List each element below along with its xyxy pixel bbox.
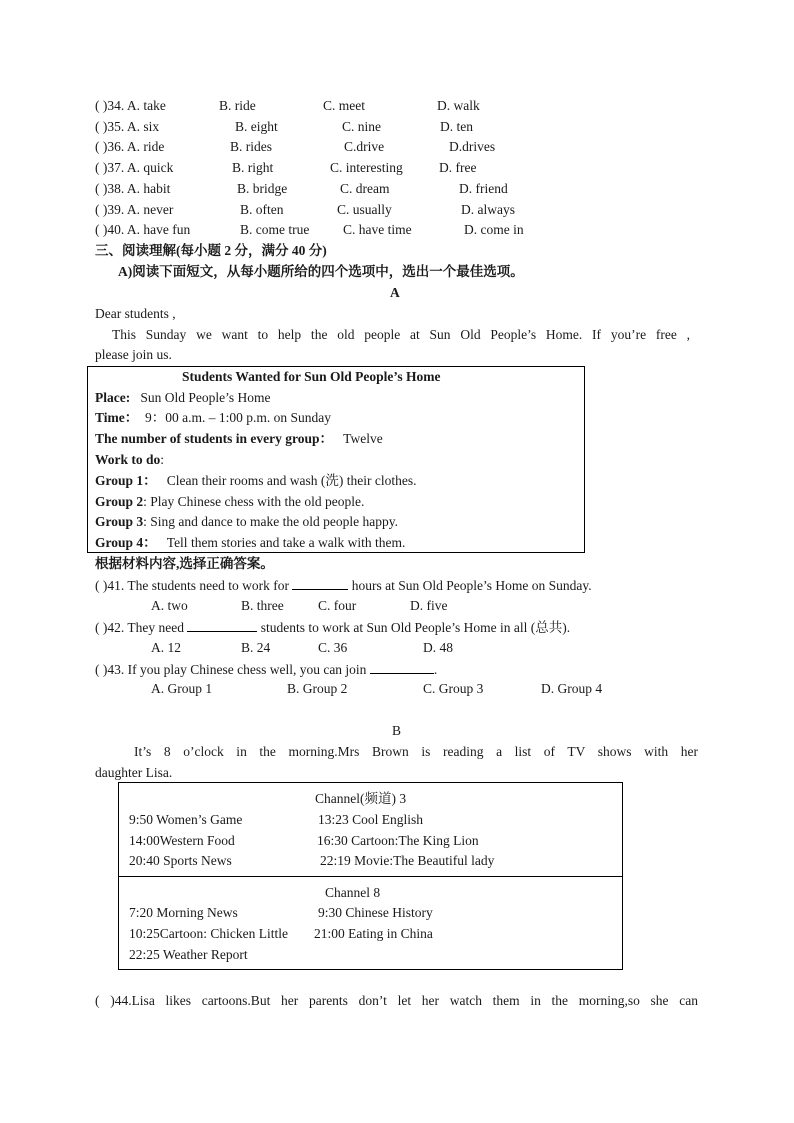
cloze-question-35: ( )35. A. six (95, 119, 160, 134)
passage-a-greeting: Dear students , (95, 306, 176, 321)
question-42: ( )42. They need students to work at Sun Old People’s Home in all (总共). (95, 617, 570, 638)
schedule-item: 7:20 Morning News (129, 905, 238, 920)
section-instruction: A)阅读下面短文，从每小题所给的四个选项中，选出一个最佳选项。 (118, 264, 524, 279)
place-value: Sun Old People’s Home (140, 390, 271, 405)
option-a: A. Group 1 (151, 681, 213, 696)
number-value: Twelve (343, 431, 383, 446)
passage-b-label: B (392, 723, 402, 738)
schedule-item: 20:40 Sports News (129, 853, 232, 868)
question-44: ( )44.Lisa likes cartoons.But her parents don’t let her watch them in the morning,so she can (95, 993, 698, 1008)
option-c: C. dream (340, 181, 390, 196)
option-d: D. walk (437, 98, 480, 113)
notice-place (95, 388, 270, 408)
question-41: ( )41. The students need to work for hours at Sun Old People’s Home on Sunday. (95, 575, 592, 596)
choose-instruction: 根据材料内容,选择正确答案。 (95, 556, 274, 571)
option-d: D.drives (449, 139, 496, 154)
option-b: B. ride (219, 98, 256, 113)
notice-number (95, 429, 383, 449)
schedule-item: 9:30 Chinese History (318, 905, 433, 920)
option-c: C. interesting (330, 160, 403, 175)
passage-a-intro-line1: This Sunday we want to help the old people at Sun Old People’s Home. If you’re free , (112, 327, 690, 342)
option-d: D. five (410, 598, 448, 613)
notice-group-1: Group 1： Clean their rooms and wash (洗) their clothes. (95, 473, 417, 488)
notice-group-3: Group 3: Sing and dance to make the old people happy. (95, 514, 398, 529)
question-43: ( )43. If you play Chinese chess well, you can join . (95, 659, 437, 680)
option-c: C. 36 (318, 640, 348, 655)
cloze-question-38: ( )38. A. habit (95, 181, 171, 196)
option-d: D. Group 4 (541, 681, 603, 696)
tv-schedule-box (118, 782, 623, 970)
option-b: B. 24 (241, 640, 271, 655)
work-label: Work to do (95, 452, 161, 467)
option-b: B. often (240, 202, 284, 217)
cloze-question-34: ( )34. A. take (95, 98, 166, 113)
option-d: D. 48 (423, 640, 453, 655)
schedule-item: 9:50 Women’s Game (129, 812, 243, 827)
option-a: A. 12 (151, 640, 181, 655)
schedule-item: 16:30 Cartoon:The King Lion (317, 833, 479, 848)
notice-group-4: Group 4： Tell them stories and take a walk with them. (95, 535, 406, 550)
number-label: The number of students in every group： (95, 431, 334, 446)
option-c: C. nine (342, 119, 381, 134)
option-b: B. right (232, 160, 274, 175)
channel-8-title: Channel 8 (325, 885, 381, 900)
schedule-item: 14:00Western Food (129, 833, 235, 848)
answer-blank[interactable] (187, 617, 257, 632)
notice-box (87, 366, 585, 553)
option-b: B. Group 2 (287, 681, 348, 696)
option-c: C. usually (337, 202, 392, 217)
passage-b-intro-line2: daughter Lisa. (95, 765, 173, 780)
option-c: C. meet (323, 98, 365, 113)
place-label: Place: (95, 390, 131, 405)
option-b: B. come true (240, 222, 310, 237)
option-c: C. have time (343, 222, 412, 237)
passage-b-intro-line1: It’s 8 o’clock in the morning.Mrs Brown is reading a list of TV shows with her (134, 744, 698, 759)
cloze-question-37: ( )37. A. quick (95, 160, 174, 175)
option-b: B. bridge (237, 181, 288, 196)
cloze-question-40: ( )40. A. have fun (95, 222, 191, 237)
cloze-question-36: ( )36. A. ride (95, 139, 165, 154)
section-title: 三、阅读理解(每小题 2 分，满分 40 分) (95, 243, 327, 258)
channel-divider (119, 876, 622, 877)
notice-work: Work to do: (95, 452, 165, 467)
option-b: B. eight (235, 119, 278, 134)
option-c: C. four (318, 598, 357, 613)
schedule-item: 21:00 Eating in China (314, 926, 433, 941)
answer-blank[interactable] (370, 659, 434, 674)
schedule-item: 13:23 Cool English (318, 812, 424, 827)
answer-blank[interactable] (292, 575, 348, 590)
time-label: Time： (95, 410, 139, 425)
option-b: B. three (241, 598, 284, 613)
option-d: D. come in (464, 222, 524, 237)
option-a: A. two (151, 598, 188, 613)
passage-a-intro-line2: please join us. (95, 347, 172, 362)
time-value: 9：00 a.m. – 1:00 p.m. on Sunday (145, 410, 331, 425)
option-b: B. rides (230, 139, 272, 154)
schedule-item: 10:25Cartoon: Chicken Little (129, 926, 288, 941)
notice-group-2: Group 2: Play Chinese chess with the old people. (95, 494, 365, 509)
option-d: D. always (461, 202, 515, 217)
cloze-question-39: ( )39. A. never (95, 202, 174, 217)
option-d: D. friend (459, 181, 508, 196)
option-c: C. Group 3 (423, 681, 484, 696)
notice-title: Students Wanted for Sun Old People’s Home (182, 369, 441, 384)
passage-a-label: A (390, 285, 400, 300)
channel-3-title: Channel(频道) 3 (315, 791, 407, 806)
schedule-item: 22:25 Weather Report (129, 947, 248, 962)
notice-time (95, 408, 331, 428)
option-d: D. free (439, 160, 477, 175)
option-d: D. ten (440, 119, 473, 134)
option-c: C.drive (344, 139, 385, 154)
schedule-item: 22:19 Movie:The Beautiful lady (320, 853, 495, 868)
